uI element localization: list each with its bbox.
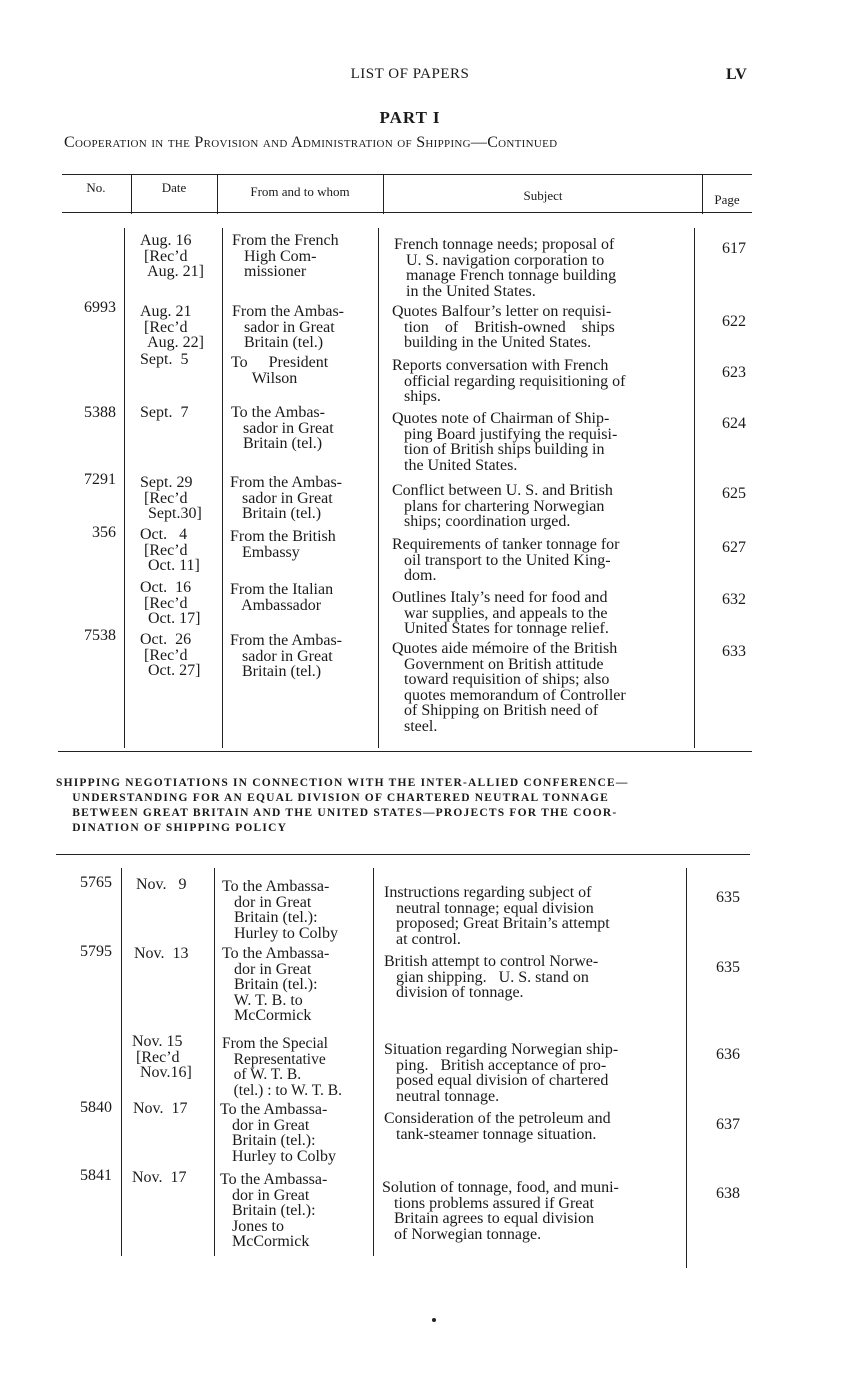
row-from: From the Special Representative of W. T. B. (tel.) : to W. T. B. — [222, 1035, 342, 1099]
row-page: 635 — [716, 889, 740, 906]
section-title-2 — [56, 776, 748, 836]
row-page: 633 — [722, 643, 746, 660]
row-subject: Quotes note of Chairman of Ship- ping Board justifying the requisi- tion of British ships building in the United States. — [392, 410, 618, 474]
row-from: To the Ambassa- dor in Great Britain (tel.): Hurley to Colby — [220, 1101, 336, 1165]
header-from-to: From and to whom — [250, 184, 350, 199]
row-subject: Quotes aide mémoire of the British Government on British attitude toward requisition of ships; also quotes memorandum of Controller of Shipping on British need of steel. — [392, 640, 626, 735]
row-date: Sept. 29 [Rec’d Sept.30] — [140, 474, 202, 523]
row-no: 5841 — [80, 1167, 112, 1184]
row-date: Nov. 13 — [134, 945, 189, 962]
row-no: 5840 — [80, 1099, 112, 1116]
row-subject: Reports conversation with French official regarding requisitioning of ships. — [392, 357, 626, 406]
row-date: Sept. 5 — [140, 351, 189, 368]
row-page: 617 — [722, 240, 746, 257]
row-from: To the Ambas- sador in Great Britain (tel.) — [231, 404, 334, 453]
section-title-line: DINATION OF SHIPPING POLICY — [56, 822, 288, 834]
row-date: Sept. 7 — [140, 404, 189, 421]
row-from: To the Ambassa- dor in Great Britain (tel.): W. T. B. to McCormick — [222, 945, 330, 1025]
row-no: 356 — [92, 524, 116, 541]
row-no: 6993 — [84, 299, 116, 316]
table1-header-rule — [62, 212, 752, 213]
table1-col-divider — [694, 228, 695, 748]
running-title: LIST OF PAPERS — [350, 66, 470, 82]
row-date: Nov. 17 — [133, 1100, 188, 1117]
row-subject: Consideration of the petroleum and tank-steamer tonnage situation. — [384, 1110, 611, 1143]
row-subject: Solution of tonnage, food, and muni- tions problems assured if Great Britain agrees to equal division of Norwegian tonnage. — [382, 1179, 619, 1243]
table2-col-divider — [214, 868, 215, 1256]
row-no: 5765 — [80, 874, 112, 891]
section-title-1: Cooperation in the Provision and Administration of Shipping—Continued — [64, 134, 558, 151]
row-no: 5795 — [80, 943, 112, 960]
table2-col-divider — [373, 868, 374, 1256]
row-page: 636 — [716, 1046, 740, 1063]
header-page: Page — [714, 192, 740, 207]
row-no: 5388 — [84, 404, 116, 421]
section-title-line: UNDERSTANDING FOR AN EQUAL DIVISION OF CHARTERED NEUTRAL TONNAGE — [56, 792, 609, 804]
row-date: Aug. 21 [Rec’d Aug. 22] — [140, 303, 204, 352]
table1-col-divider — [378, 228, 379, 748]
table1-bottom-rule — [58, 751, 752, 752]
row-subject: French tonnage needs; proposal of U. S. navigation corporation to manage French tonnage building in the United States. — [394, 236, 617, 300]
footer-dot — [432, 1318, 436, 1322]
row-subject: British attempt to control Norwe- gian shipping. U. S. stand on division of tonnage. — [384, 953, 599, 1002]
row-subject: Quotes Balfour’s letter on requisi- tion of British-owned ships building in the United States. — [392, 303, 615, 352]
row-subject: Instructions regarding subject of neutral tonnage; equal division proposed; Great Britain’s attempt at control. — [384, 884, 610, 948]
table1-col-divider — [124, 228, 125, 748]
row-date: Oct. 4 [Rec’d Oct. 11] — [140, 526, 200, 575]
row-from: From the British Embassy — [230, 528, 336, 561]
header-no: No. — [86, 180, 106, 195]
row-subject: Requirements of tanker tonnage for oil transport to the United King- dom. — [392, 536, 620, 585]
page-number: LV — [726, 66, 747, 83]
row-date: Oct. 16 [Rec’d Oct. 17] — [140, 579, 201, 628]
table1-col-divider — [222, 228, 223, 748]
row-date: Oct. 26 [Rec’d Oct. 27] — [140, 631, 201, 680]
row-page: 637 — [716, 1116, 740, 1133]
row-page: 635 — [716, 959, 740, 976]
row-no: 7538 — [84, 627, 116, 644]
row-page: 622 — [722, 313, 746, 330]
row-date: Nov. 15 [Rec’d Nov.16] — [132, 1033, 192, 1082]
row-from: From the Ambas- sador in Great Britain (tel.) — [232, 303, 344, 352]
row-date: Nov. 17 — [132, 1169, 187, 1186]
row-page: 627 — [722, 539, 746, 556]
row-page: 632 — [722, 591, 746, 608]
row-from: From the Ambas- sador in Great Britain (tel.) — [230, 474, 342, 523]
row-from: To the Ambassa- dor in Great Britain (tel.): Jones to McCormick — [220, 1171, 328, 1251]
row-from: From the French High Com- missioner — [232, 232, 339, 281]
row-from: To President Wilson — [231, 354, 329, 387]
row-date: Aug. 16 [Rec’d Aug. 21] — [140, 232, 204, 281]
row-page: 625 — [722, 485, 746, 502]
row-page: 624 — [722, 415, 746, 432]
table2-col-divider — [121, 868, 122, 1256]
table1-top-rule — [62, 174, 752, 175]
row-subject: Situation regarding Norwegian ship- ping. British acceptance of pro- posed equal division of chartered neutral tonnage. — [384, 1041, 619, 1105]
section-title-line: BETWEEN GREAT BRITAIN AND THE UNITED STATES—PROJECTS FOR THE COOR- — [56, 807, 618, 819]
table2-col-divider — [686, 868, 687, 1268]
row-page: 638 — [716, 1185, 740, 1202]
row-no: 7291 — [84, 471, 116, 488]
part-heading: PART I — [379, 108, 441, 127]
row-from: From the Ambas- sador in Great Britain (tel.) — [230, 632, 342, 681]
row-subject: Outlines Italy’s need for food and war supplies, and appeals to the United States for tonnage relief. — [392, 589, 609, 638]
row-date: Nov. 9 — [136, 876, 187, 893]
header-date: Date — [161, 180, 187, 195]
row-from: From the Italian Ambassador — [230, 581, 334, 614]
section-title-line: SHIPPING NEGOTIATIONS IN CONNECTION WITH THE INTER-ALLIED CONFERENCE— — [56, 777, 629, 789]
table2-top-rule — [56, 854, 750, 855]
header-subject: Subject — [523, 188, 563, 203]
row-page: 623 — [722, 364, 746, 381]
row-subject: Conflict between U. S. and British plans for chartering Norwegian ships; coordination urged. — [392, 482, 613, 531]
row-from: To the Ambassa- dor in Great Britain (tel.): Hurley to Colby — [222, 878, 338, 942]
